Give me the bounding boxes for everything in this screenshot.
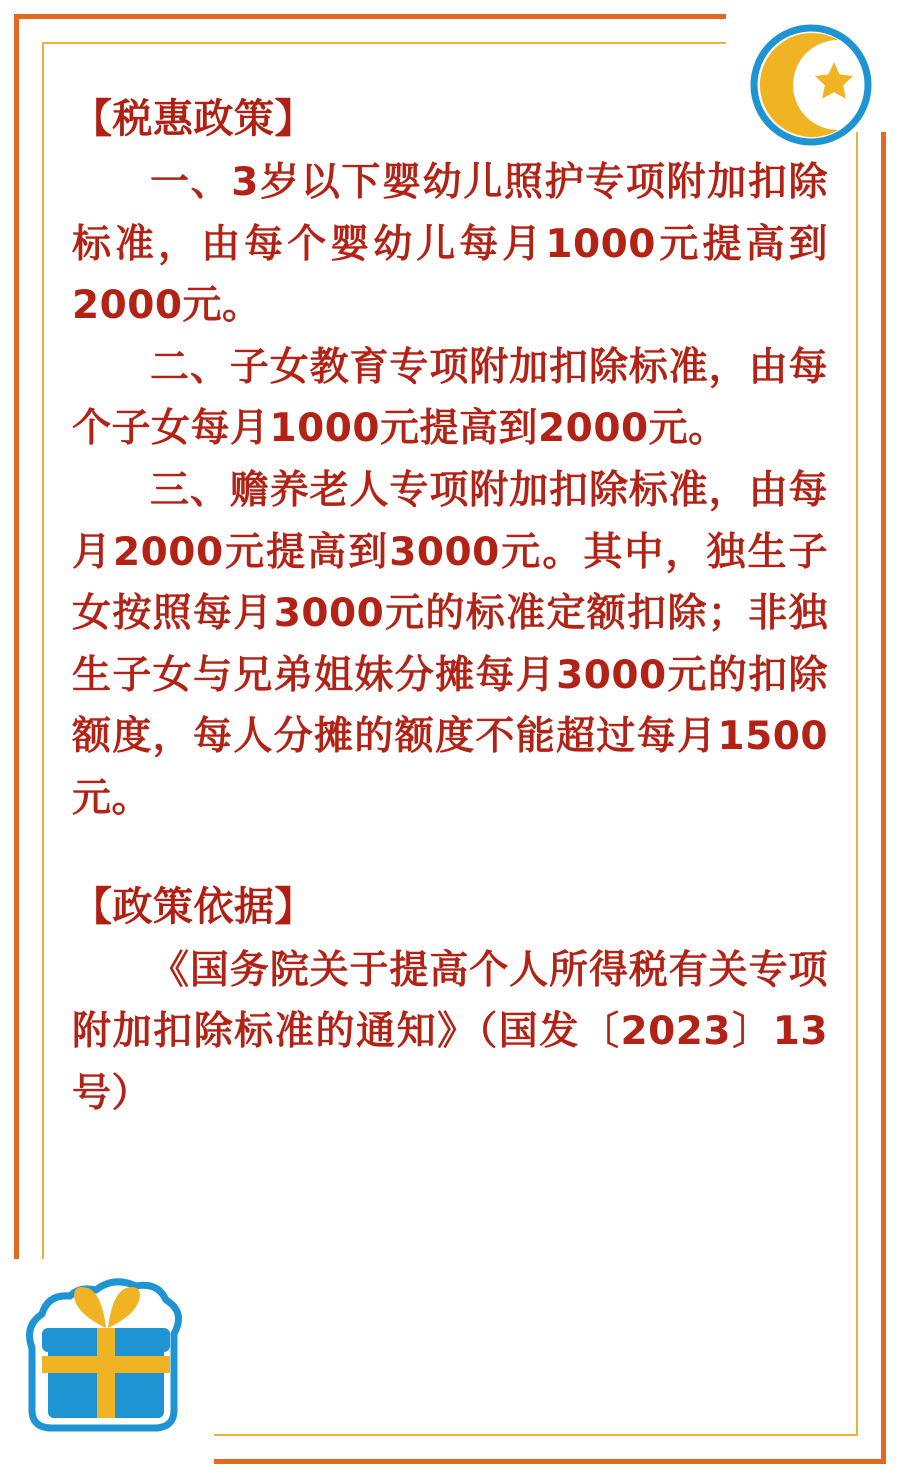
- paragraph-tax-item-3: 三、赡养老人专项附加扣除标准，由每月2000元提高到3000元。其中，独生子女按照每月3000元的标准定额扣除；非独生子女与兄弟姐妹分摊每月3000元的扣除额度，每人分摊的额度不能超过每月1500元。: [72, 468, 828, 822]
- section-title-tax-benefit-policy: 【税惠政策】: [72, 96, 315, 142]
- section-spacer: [72, 830, 828, 876]
- paragraph-tax-item-2: 二、子女教育专项附加扣除标准，由每个子女每月1000元提高到2000元。: [72, 344, 828, 452]
- paragraph-policy-basis-1: 《国务院关于提高个人所得税有关专项附加扣除标准的通知》（国发〔2023〕13号）: [72, 947, 828, 1116]
- document-body: [72, 92, 828, 1125]
- gift-box-icon: [18, 1260, 208, 1450]
- paragraph-tax-item-1: 一、3岁以下婴幼儿照护专项附加扣除标准，由每个婴幼儿每月1000元提高到2000元。: [72, 160, 828, 329]
- section-title-policy-basis: 【政策依据】: [72, 883, 315, 930]
